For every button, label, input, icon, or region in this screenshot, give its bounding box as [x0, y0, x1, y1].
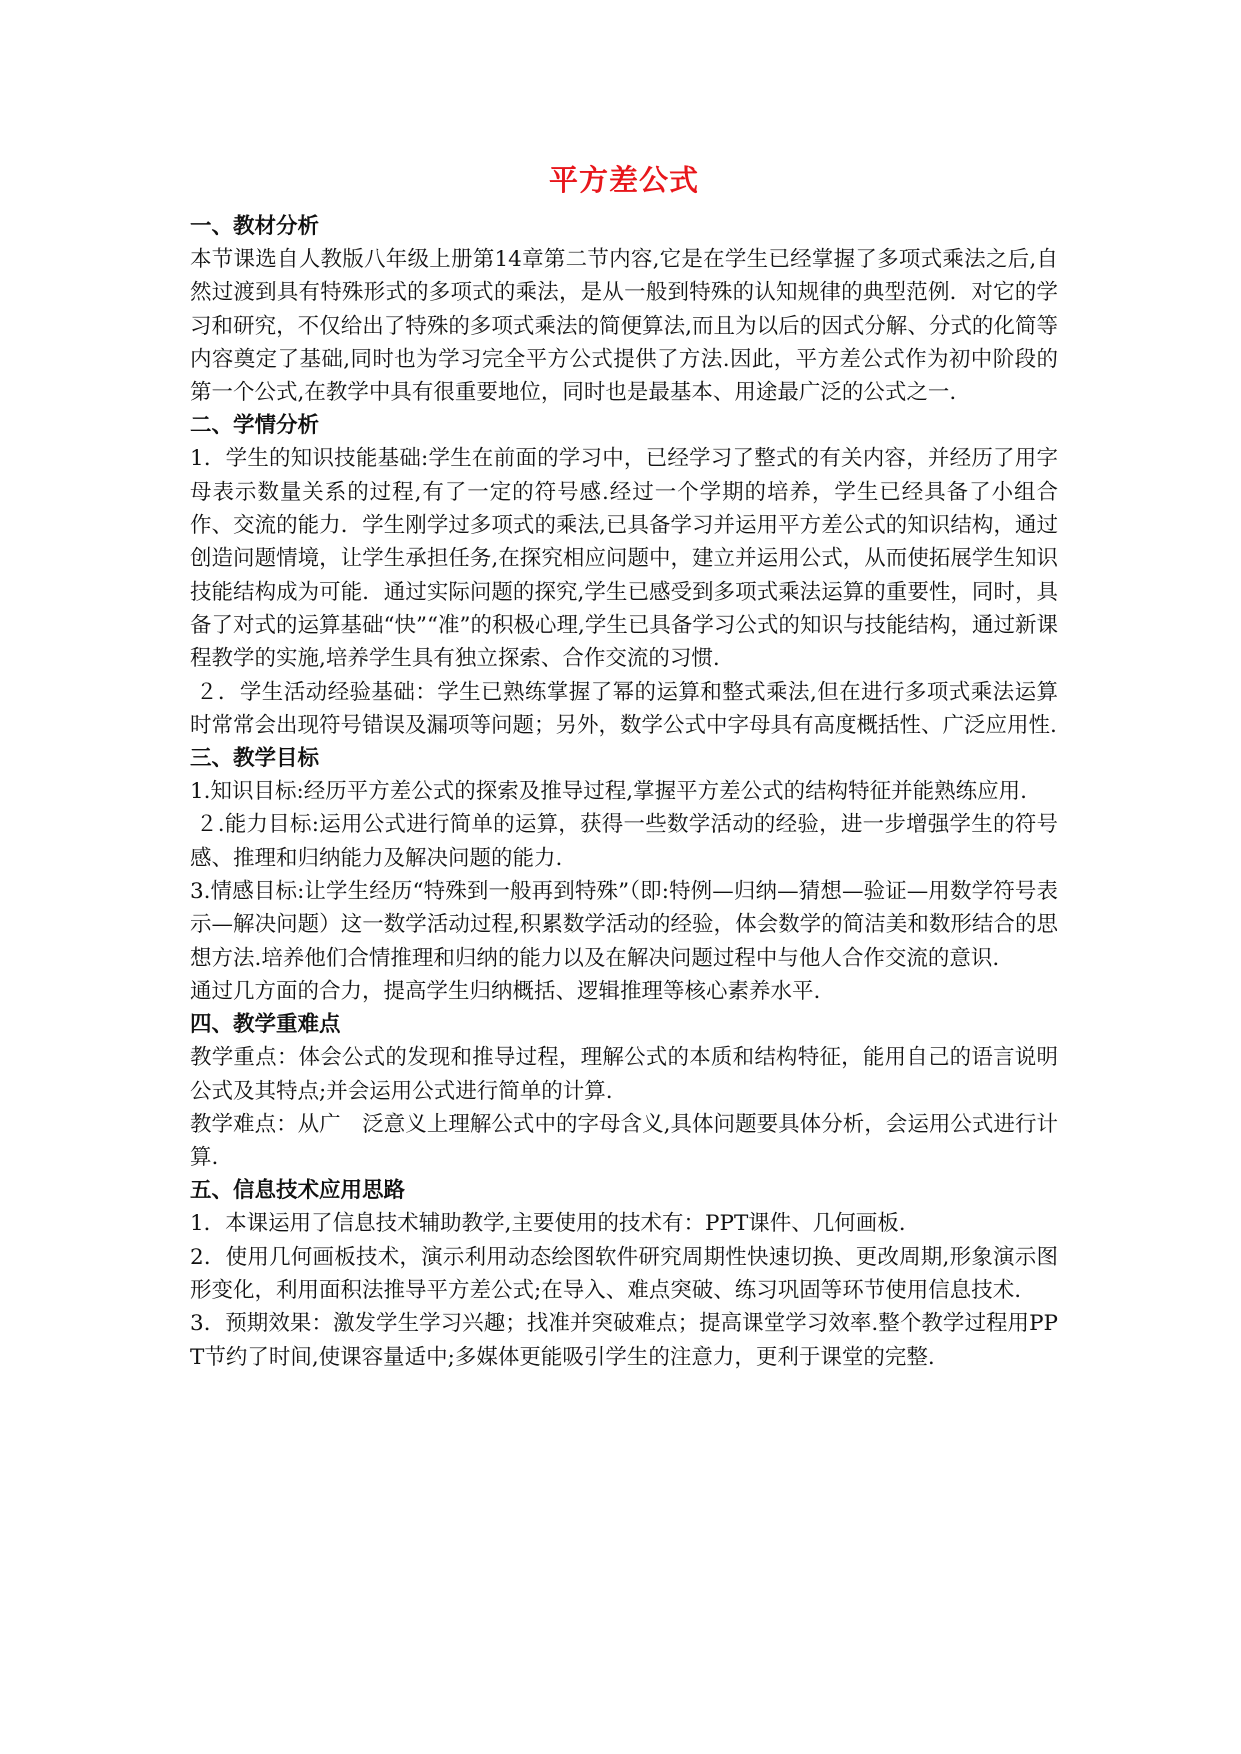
section-heading: 二、学情分析: [190, 413, 320, 439]
section-heading: 一、教材分析: [190, 214, 320, 239]
section-heading: 三、教学目标: [190, 746, 320, 772]
section-teaching-objectives: [190, 742, 1058, 1008]
paragraph: 教学难点：从广 泛意义上理解公式中的字母含义,具体问题要具体分析，会运用公式进行计算.: [190, 1111, 1058, 1171]
paragraph: 本节课选自人教版八年级上册第14章第二节内容,它是在学生已经掌握了多项式乘法之后,自然过渡到具有特殊形式的多项式的乘法，是从一般到特殊的认知规律的典型范例．对它的学习和研究，不仅给出了特殊的多项式乘法的简便算法,而且为以后的因式分解、分式的化简等内容奠定了基础,同时也为学习完全平方公式提供了方法.因此，平方差公式作为初中阶段的第一个公式,在教学中具有很重要地位，同时也是最基本、用途最广泛的公式之一.: [190, 247, 1058, 406]
section-heading: 五、信息技术应用思路: [190, 1178, 406, 1204]
paragraph: 3.情感目标:让学生经历“特殊到一般再到特殊”（即:特例—归纳—猜想—验证—用数学符号表示—解决问题）这一数学活动过程,积累数学活动的经验，体会数学的简洁美和数形结合的思想方法.培养他们合情推理和归纳的能力以及在解决问题过程中与他人合作交流的意识.: [190, 879, 1058, 971]
paragraph: ２.能力目标:运用公式进行简单的运算，获得一些数学活动的经验，进一步增强学生的符号感、推理和归纳能力及解决问题的能力.: [190, 812, 1058, 871]
section-student-analysis: [190, 409, 1058, 742]
paragraph: ２．学生活动经验基础：学生已熟练掌握了幂的运算和整式乘法,但在进行多项式乘法运算时常常会出现符号错误及漏项等问题；另外，数学公式中字母具有高度概括性、广泛应用性.: [190, 679, 1058, 738]
document-page: [190, 158, 1058, 1374]
paragraph: 1．学生的知识技能基础:学生在前面的学习中，已经学习了整式的有关内容，并经历了用字母表示数量关系的过程,有了一定的符号感.经过一个学期的培养，学生已经具备了小组合作、交流的能力．学生刚学过多项式的乘法,已具备学习并运用平方差公式的知识结构，通过创造问题情境，让学生承担任务,在探究相应问题中，建立并运用公式，从而使拓展学生知识技能结构成为可能．通过实际问题的探究,学生已感受到多项式乘法运算的重要性，同时，具备了对式的运算基础“快”“准”的积极心理,学生已具备学习公式的知识与技能结构，通过新课程教学的实施,培养学生具有独立探索、合作交流的习惯.: [190, 446, 1058, 672]
paragraph: 1．本课运用了信息技术辅助教学,主要使用的技术有：PPT课件、几何画板.: [190, 1211, 906, 1237]
paragraph: 1.知识目标:经历平方差公式的探索及推导过程,掌握平方差公式的结构特征并能熟练应用.: [190, 779, 1027, 805]
section-key-difficult-points: [190, 1008, 1058, 1174]
document-title: 平方差公式: [548, 163, 699, 197]
paragraph: 教学重点：体会公式的发现和推导过程，理解公式的本质和结构特征，能用自己的语言说明公式及其特点;并会运用公式进行简单的计算.: [190, 1045, 1058, 1104]
section-textbook-analysis: [190, 210, 1058, 409]
paragraph: 通过几方面的合力，提高学生归纳概括、逻辑推理等核心素养水平.: [190, 978, 821, 1004]
section-heading: 四、教学重难点: [190, 1012, 341, 1038]
paragraph: 3．预期效果：激发学生学习兴趣；找准并突破难点；提高课堂学习效率.整个教学过程用PPT节约了时间,使课容量适中;多媒体更能吸引学生的注意力，更利于课堂的完整.: [190, 1311, 1058, 1370]
paragraph: 2．使用几何画板技术，演示利用动态绘图软件研究周期性快速切换、更改周期,形象演示图形变化，利用面积法推导平方差公式;在导入、难点突破、练习巩固等环节使用信息技术.: [190, 1244, 1058, 1304]
section-it-application: [190, 1174, 1058, 1373]
